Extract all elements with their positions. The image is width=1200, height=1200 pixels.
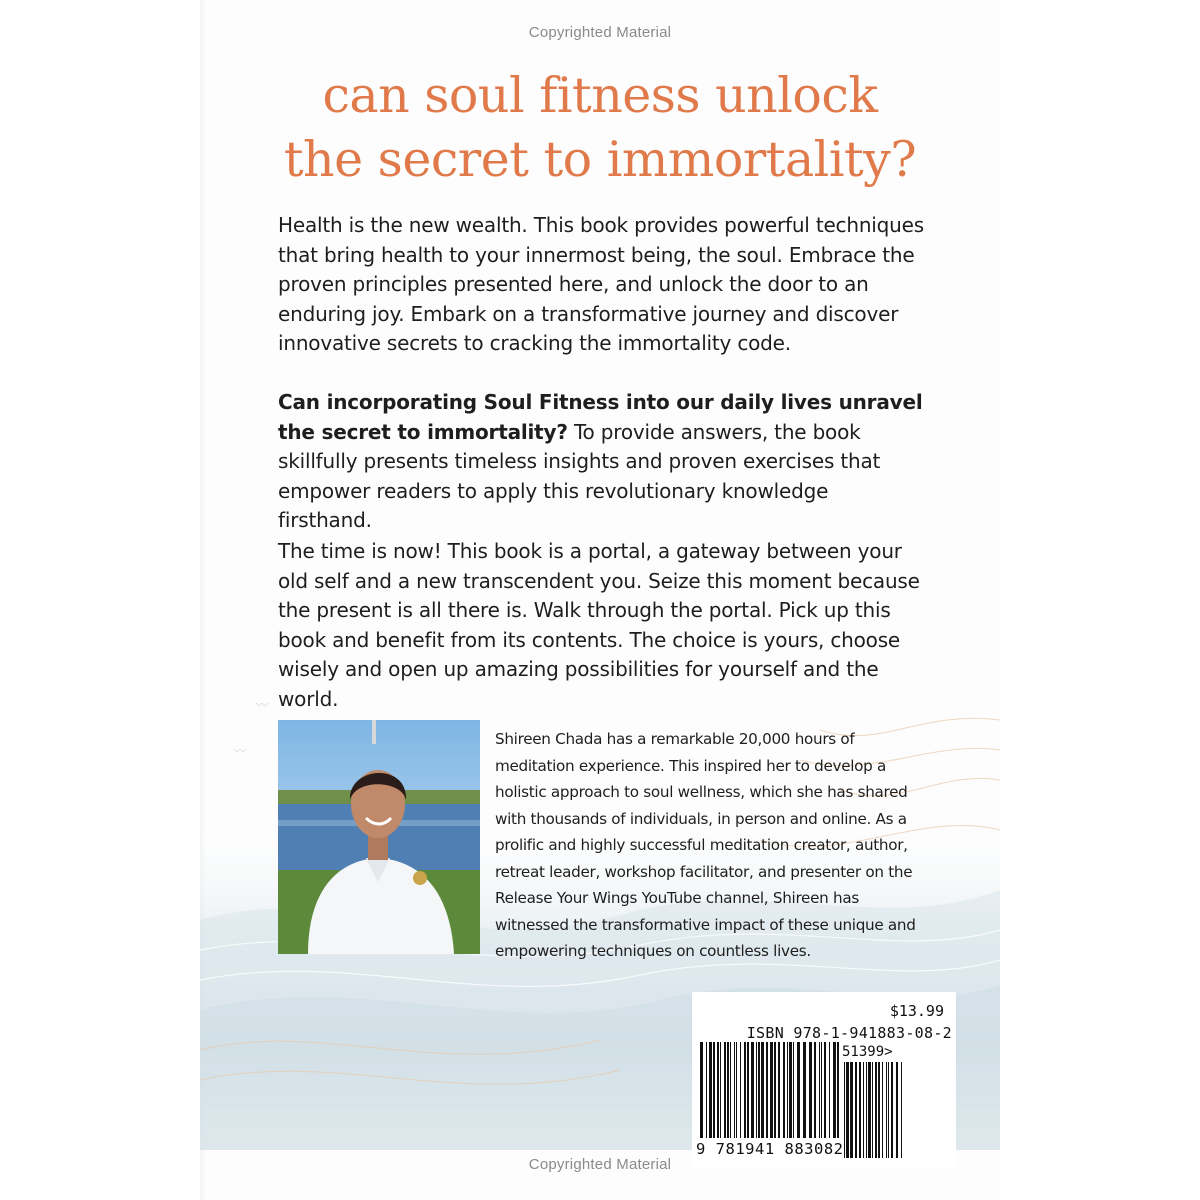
barcode-bar <box>829 1042 830 1138</box>
barcode-bar <box>814 1042 816 1138</box>
headline <box>200 64 1000 192</box>
watermark-bottom: Copyrighted Material <box>528 1156 672 1173</box>
addon-bar <box>875 1062 877 1158</box>
author-photo <box>278 720 480 954</box>
paragraph-call-to-action: The time is now! This book is a portal, a gateway between your old self and a new transcendent you. Seize this moment because the present is all there is. Walk through the portal. Pick up this book and benefit from its contents. The choice is yours, choose wisely and open up amazing possibilities for yourself and the world. <box>278 539 920 711</box>
addon-bar <box>878 1062 880 1158</box>
barcode-bar <box>833 1042 836 1138</box>
barcode-bar <box>724 1042 726 1138</box>
barcode-bar <box>797 1042 800 1138</box>
headline-line-1: can soul fitness unlock <box>322 67 878 124</box>
barcode-bar <box>783 1042 785 1138</box>
barcode-bar <box>734 1042 735 1138</box>
barcode-bar <box>821 1042 822 1138</box>
addon-bar <box>886 1062 887 1158</box>
barcode-bar <box>744 1042 746 1138</box>
addon-bar <box>896 1062 898 1158</box>
barcode-bar <box>706 1042 707 1138</box>
addon-bar <box>891 1062 893 1158</box>
addon-bar <box>872 1062 873 1158</box>
barcode-bar <box>793 1042 794 1138</box>
bird-icon: 〰 <box>256 698 269 712</box>
barcode-bar <box>747 1042 749 1138</box>
paragraph-intro: Health is the new wealth. This book provides powerful techniques that bring health to your innermost being, the soul. Embrace the proven principles presented here, and unlock the door to an enduring joy. Embark on a transformative journey and discover innovative secrets to cracking the immortality code. <box>278 213 924 355</box>
paragraph-question-rest: To provide answers, the book skillfully presents timeless insights and proven exercises that empower readers to apply this revolutionary knowledge firsthand. <box>278 419 881 532</box>
barcode-bar <box>740 1042 741 1138</box>
addon-bar <box>888 1062 889 1158</box>
barcode-bar <box>789 1042 792 1138</box>
barcode-bar <box>819 1042 820 1138</box>
barcode-bar <box>756 1042 757 1138</box>
barcode-bar <box>778 1042 780 1138</box>
barcode-bar <box>713 1042 715 1138</box>
isbn-label: ISBN 978-1-941883-08-2 <box>746 1024 952 1042</box>
barcode-bar <box>766 1042 768 1138</box>
barcode-bar <box>736 1042 737 1138</box>
barcode-bar <box>809 1042 812 1138</box>
addon-bar <box>846 1062 849 1158</box>
barcode-bar <box>709 1042 712 1138</box>
barcode-bar <box>720 1042 721 1138</box>
addon-bar <box>844 1062 845 1158</box>
addon-bar <box>850 1062 853 1158</box>
barcode-bar <box>803 1042 806 1138</box>
barcode-bar <box>700 1042 703 1138</box>
addon-bar <box>863 1062 864 1158</box>
paragraph-question <box>278 388 928 536</box>
barcode-bar <box>774 1042 776 1138</box>
author-photo-illustration <box>278 720 480 954</box>
barcode-bar <box>824 1042 826 1138</box>
barcode-bar <box>717 1042 719 1138</box>
price-label: $13.99 <box>889 1002 944 1020</box>
barcode-bar <box>787 1042 788 1138</box>
addon-bar <box>901 1062 902 1158</box>
addon-bar <box>882 1062 883 1158</box>
barcode-bar <box>730 1042 731 1138</box>
headline-line-2: the secret to immortality? <box>283 131 917 188</box>
addon-bar <box>855 1062 857 1158</box>
barcode-panel <box>692 992 956 1168</box>
price-code-label: 51399> <box>842 1044 893 1060</box>
addon-bar <box>866 1062 867 1158</box>
paragraph-question-bold: Can incorporating Soul Fitness into our daily lives unravel the secret to immortality? <box>278 390 923 444</box>
barcode-bar <box>751 1042 754 1138</box>
barcode-bar <box>727 1042 729 1138</box>
ean-number: 9 781941 883082 <box>696 1140 844 1158</box>
bird-icon: 〰 <box>234 744 247 758</box>
author-bio: Shireen Chada has a remarkable 20,000 hours of meditation experience. This inspired her to develop a holistic approach to soul wellness, which she has shared with thousands of individuals, in person and online. As a prolific and highly successful meditation creator, author, retreat leader, workshop facilitator, and presenter on the Release Your Wings YouTube channel, Shireen has witnessed the transformative impact of these unique and empowering techniques on countless lives. <box>495 730 916 960</box>
addon-bar <box>859 1062 861 1158</box>
book-back-cover <box>200 0 1000 1200</box>
addon-bar <box>868 1062 871 1158</box>
watermark-top: Copyrighted Material <box>528 24 672 41</box>
barcode-bar <box>770 1042 773 1138</box>
barcode-bar <box>761 1042 764 1138</box>
barcode-bar <box>758 1042 760 1138</box>
barcode-bar <box>837 1042 839 1138</box>
